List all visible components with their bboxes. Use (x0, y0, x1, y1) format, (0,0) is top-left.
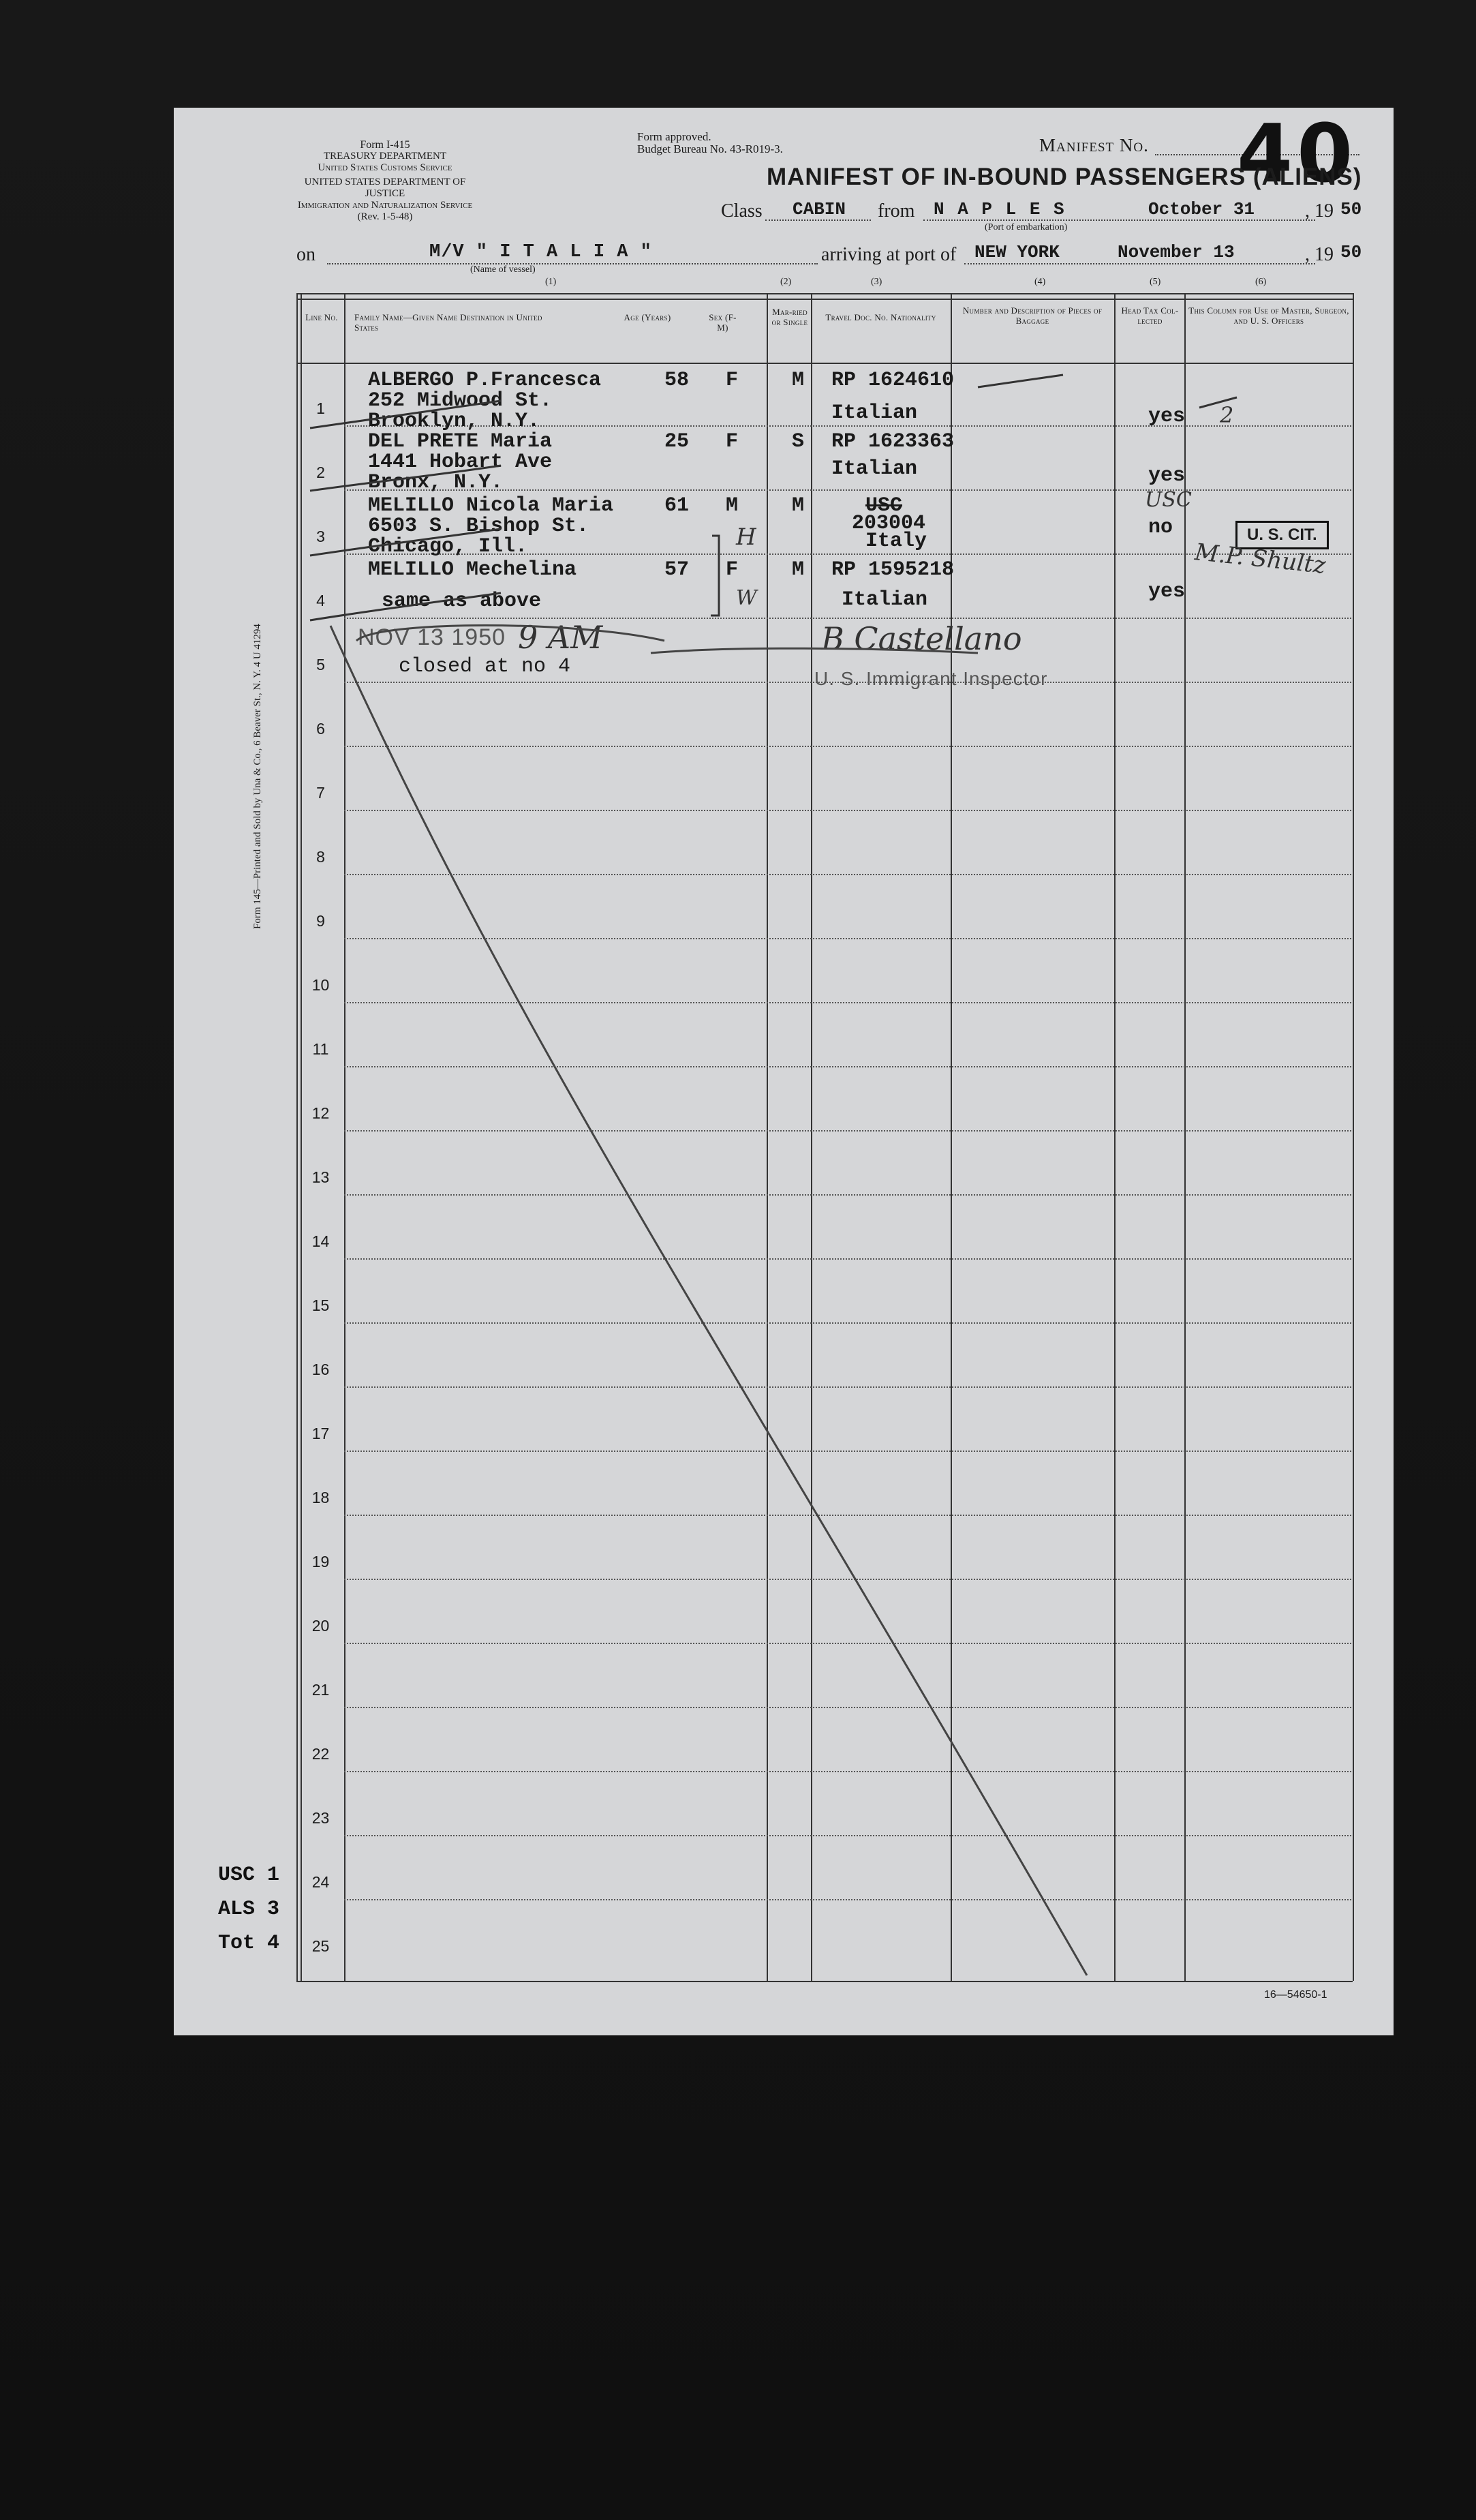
departure-date: October 31 (1148, 199, 1255, 219)
passenger-2-doc: RP 1623363 (831, 430, 955, 453)
arrival-year: 50 (1340, 242, 1362, 262)
col-header-head-tax: Head Tax Col-lected (1121, 305, 1179, 326)
row-number: 5 (316, 656, 325, 673)
inspector-title: U. S. Immigrant Inspector (814, 668, 1048, 689)
passenger-1-age: 58 (664, 369, 690, 392)
row-number: 21 (311, 1681, 330, 1699)
col-number-5: (5) (1150, 277, 1161, 287)
row-number: 24 (311, 1873, 330, 1891)
embark-port: N A P L E S (934, 199, 1066, 219)
col-number-4: (4) (1034, 277, 1046, 287)
row-tick-4 (310, 593, 501, 620)
on-label: on (296, 244, 316, 265)
passenger-3-head-tax: no (1148, 516, 1173, 539)
passenger-3-addr1: 6503 S. Bishop St. (368, 515, 589, 538)
col-header-married: Mar-ried or Single (771, 307, 808, 327)
vessel-name: M/V " I T A L I A " (429, 242, 652, 262)
passenger-2-sex: F (726, 430, 739, 453)
passenger-1-addr2: Brooklyn, N.Y. (368, 410, 540, 433)
embark-caption: (Port of embarkation) (985, 222, 1068, 232)
treasury-dept: TREASURY DEPARTMENT (323, 151, 447, 162)
justice-dept: UNITED STATES DEPARTMENT OF JUSTICE (304, 177, 466, 199)
customs-service: United States Customs Service (318, 162, 452, 173)
row-number: 9 (316, 912, 325, 930)
class-label: Class (721, 200, 763, 222)
passenger-3-doc2: 203004 (852, 512, 926, 535)
passenger-3-married: M (792, 494, 805, 517)
row-number: 10 (311, 976, 330, 994)
passenger-3-nationality: Italy (865, 530, 927, 553)
col-header-baggage: Number and Description of Pieces of Baggage (962, 305, 1103, 326)
row-number: 1 (316, 399, 325, 417)
depart-year-prefix: , 19 (1305, 200, 1334, 222)
inspector-signature: B Castellano (821, 620, 1022, 657)
arrival-date: November 13 (1118, 242, 1235, 262)
officer-signature: M.P. Shultz (1193, 538, 1327, 579)
form-approved: Form approved. (637, 130, 711, 143)
passenger-1-addr1: 252 Midwood St. (368, 389, 553, 412)
passenger-3-doc: USC (865, 494, 903, 517)
passenger-1-nationality: Italian (831, 401, 918, 425)
bracket-mark (711, 536, 719, 616)
col-header-line-no: Line No. (305, 312, 338, 322)
row-tick-3 (310, 529, 501, 556)
row-number: 8 (316, 848, 325, 866)
row-number: 3 (316, 528, 325, 545)
tally-als: ALS 3 (218, 1898, 280, 1921)
vessel-caption: (Name of vessel) (470, 264, 536, 275)
passenger-2-age: 25 (664, 430, 690, 453)
passenger-2-addr2: Bronx, N.Y. (368, 471, 504, 494)
row-number: 25 (311, 1937, 330, 1955)
col-number-6: (6) (1255, 277, 1267, 287)
row-number: 19 (311, 1553, 330, 1570)
from-label: from (878, 200, 915, 222)
passenger-1-head-tax: yes (1148, 405, 1186, 428)
col-number-2: (2) (780, 277, 792, 287)
row-number: 20 (311, 1617, 330, 1635)
col-header-officers: This Column for Use of Master, Surgeon, and U. S. Officers (1188, 305, 1349, 326)
tally-total: Tot 4 (218, 1932, 280, 1955)
passenger-4-doc: RP 1595218 (831, 558, 955, 581)
row-number: 11 (312, 1040, 329, 1058)
arrival-stamp-oval (356, 626, 664, 641)
arrival-port: NEW YORK (974, 242, 1060, 262)
col-header-travel-doc: Travel Doc. No. Nationality (825, 312, 936, 322)
col-number-3: (3) (871, 277, 882, 287)
row-number: 22 (311, 1745, 330, 1763)
passenger-3-addr2: Chicago, Ill. (368, 535, 528, 558)
handwritten-h: H (736, 523, 756, 551)
row-tick-2 (310, 466, 501, 491)
passenger-1-doc: RP 1624610 (831, 369, 955, 392)
depart-year: 50 (1340, 199, 1362, 219)
printer-imprint: Form 145—Printed and Sold by Una & Co., 6 Beaver St., N. Y. 4 U 41294 (252, 624, 263, 929)
passenger-4-name: MELILLO Mechelina (368, 558, 577, 581)
row-tick-1 (310, 401, 501, 428)
row-number: 2 (316, 464, 325, 481)
passenger-4-addr1: same as above (382, 590, 542, 613)
arriving-label: arriving at port of (821, 244, 957, 265)
passenger-2-name: DEL PRETE Maria (368, 430, 553, 453)
manifest-page (174, 108, 1394, 2035)
manifest-number: 40 (1237, 106, 1357, 200)
passenger-3-name: MELILLO Nicola Maria (368, 494, 614, 517)
baggage-tick (978, 375, 1063, 387)
us-citizen-stamp: U. S. CIT. (1235, 521, 1329, 549)
row-number: 18 (311, 1489, 330, 1506)
row-number: 4 (316, 592, 325, 609)
passenger-4-sex: F (726, 558, 739, 581)
footer-code: 16—54650-1 (1264, 1989, 1327, 2001)
row-number: 16 (311, 1361, 330, 1378)
row-number: 17 (311, 1425, 330, 1442)
row-number: 23 (311, 1809, 330, 1827)
closed-note: closed at no 4 (399, 655, 571, 678)
signature-underline (651, 648, 978, 653)
passenger-1-officer-note: 2 (1220, 402, 1234, 428)
ins-service: Immigration and Naturalization Service (297, 200, 473, 211)
col-header-sex: Sex (F-M) (709, 312, 737, 333)
handwritten-w: W (736, 586, 757, 610)
passenger-1-name: ALBERGO P.Francesca (368, 369, 602, 392)
cancel-diagonal-line (330, 626, 1087, 1975)
usc-handwritten: USC (1145, 488, 1192, 512)
passenger-2-addr1: 1441 Hobart Ave (368, 451, 553, 474)
passenger-3-age: 61 (664, 494, 690, 517)
passenger-2-nationality: Italian (831, 457, 918, 481)
date-stamp: NOV 13 1950 (358, 624, 506, 650)
manifest-title: MANIFEST OF IN-BOUND PASSENGERS (ALIENS) (767, 164, 1362, 190)
passenger-3-sex: M (726, 494, 739, 517)
passenger-4-nationality: Italian (842, 588, 928, 611)
arrival-year-prefix: , 19 (1305, 244, 1334, 265)
row-number: 6 (316, 720, 325, 738)
row-number: 14 (311, 1232, 330, 1250)
passenger-2-married: S (792, 430, 805, 453)
passenger-1-sex: F (726, 369, 739, 392)
passenger-2-head-tax: yes (1148, 464, 1186, 487)
row-number: 13 (311, 1168, 330, 1186)
stamp-time-hand: 9 AM (518, 619, 603, 656)
tally-usc: USC 1 (218, 1864, 280, 1887)
budget-bureau: Budget Bureau No. 43-R019-3. (637, 142, 783, 155)
passenger-1-married: M (792, 369, 805, 392)
col-number-1: (1) (545, 277, 557, 287)
revision: (Rev. 1-5-48) (357, 211, 413, 222)
col-header-name: Family Name—Given Name Destination in United States (354, 312, 542, 333)
row-number: 12 (311, 1104, 330, 1122)
passenger-4-married: M (792, 558, 805, 581)
manifest-no-label: Manifest No. (1039, 135, 1149, 155)
passenger-4-age: 57 (664, 558, 690, 581)
row-number: 7 (316, 784, 325, 802)
form-number: Form I-415 (360, 139, 410, 151)
passenger-tally (218, 1858, 279, 1960)
col-header-age: Age (Years) (624, 312, 671, 322)
ink-marks (174, 108, 1394, 2035)
row-number: 15 (311, 1296, 330, 1314)
passenger-4-head-tax: yes (1148, 580, 1186, 603)
class-value: CABIN (793, 199, 846, 219)
officer-tick (1199, 397, 1237, 408)
